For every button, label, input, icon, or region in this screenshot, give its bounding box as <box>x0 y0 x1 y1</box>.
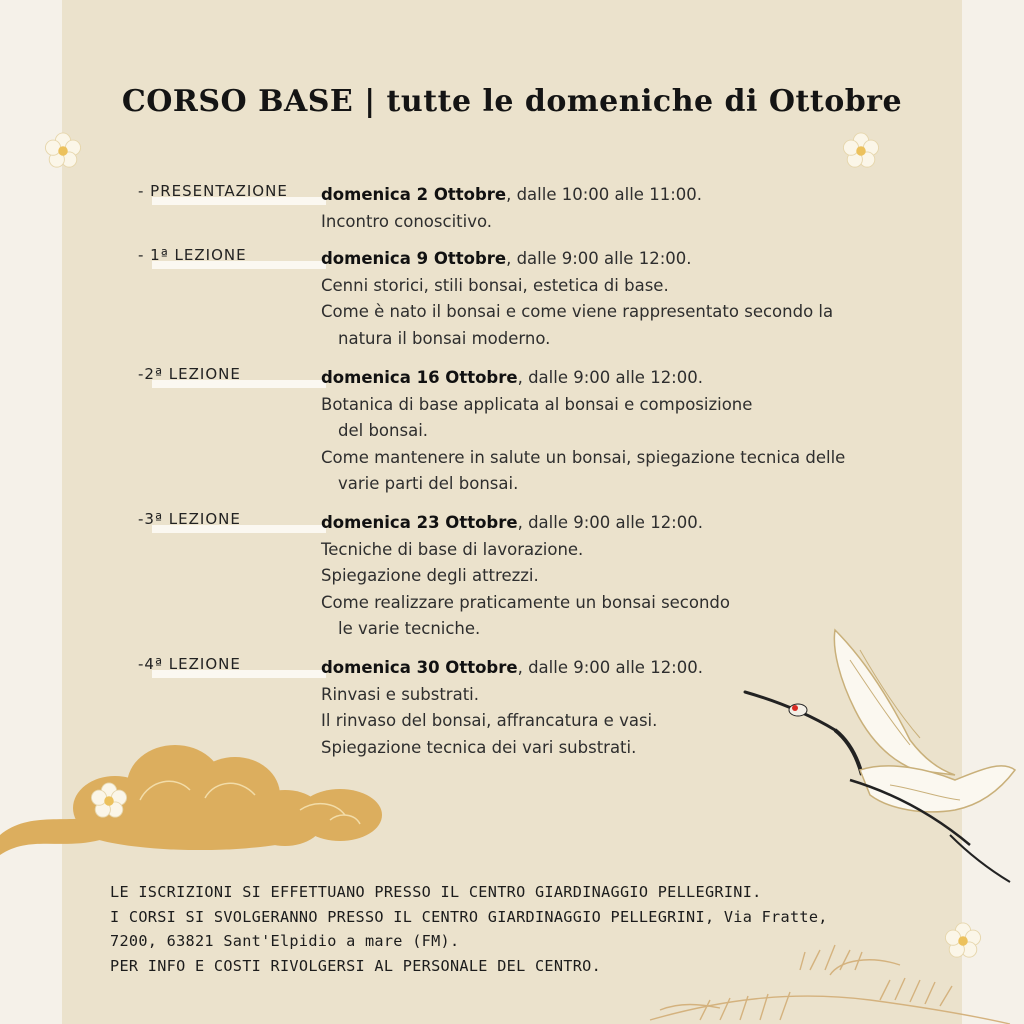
session-label: - PRESENTAZIONE <box>138 182 288 200</box>
session-date: domenica 16 Ottobre <box>321 368 518 387</box>
session-date: domenica 2 Ottobre <box>321 185 507 204</box>
plum-blossom-icon <box>90 782 128 820</box>
session-description: Tecniche di base di lavorazione. <box>321 539 584 559</box>
footer-line: 7200, 63821 Sant'Elpidio a mare (FM). <box>110 932 460 950</box>
session-description: Spiegazione degli attrezzi. <box>321 566 539 585</box>
session-description: Cenni storici, stili bonsai, estetica di base. <box>321 275 669 295</box>
footer-line: LE ISCRIZIONI SI EFFETTUANO PRESSO IL CENTRO GIARDINAGGIO PELLEGRINI. <box>110 883 762 901</box>
session-details <box>321 246 941 352</box>
session-time: , dalle 9:00 alle 12:00. <box>506 249 692 268</box>
session-label: -3ª LEZIONE <box>138 510 241 528</box>
plum-blossom-icon <box>842 132 880 170</box>
session-details <box>321 182 941 235</box>
session-label: -2ª LEZIONE <box>138 365 241 383</box>
session-description: Il rinvaso del bonsai, affrancatura e vasi. <box>321 711 658 730</box>
session-time: , dalle 9:00 alle 12:00. <box>517 513 703 532</box>
session-time: , dalle 10:00 alle 11:00. <box>506 185 702 204</box>
footer-line: PER INFO E COSTI RIVOLGERSI AL PERSONALE DEL CENTRO. <box>110 956 602 975</box>
session-details <box>321 365 941 498</box>
session-description: natura il bonsai moderno. <box>338 328 551 348</box>
footer-info <box>110 880 828 978</box>
session-description: varie parti del bonsai. <box>338 474 519 493</box>
session-time: , dalle 9:00 alle 12:00. <box>517 658 703 677</box>
session-description: Botanica di base applicata al bonsai e composizione <box>321 394 753 414</box>
session-description: Rinvasi e substrati. <box>321 684 479 704</box>
session-description: le varie tecniche. <box>338 619 481 638</box>
session-description: Incontro conoscitivo. <box>321 211 493 231</box>
plum-blossom-icon <box>44 132 82 170</box>
session-description: del bonsai. <box>338 421 429 440</box>
session-description: Come realizzare praticamente un bonsai secondo <box>321 592 731 612</box>
page-title: CORSO BASE | tutte le domeniche di Ottobre <box>121 84 903 119</box>
session-date: domenica 9 Ottobre <box>321 249 507 268</box>
session-date: domenica 30 Ottobre <box>321 658 518 677</box>
session-date: domenica 23 Ottobre <box>321 513 518 532</box>
session-description: Spiegazione tecnica dei vari substrati. <box>321 737 637 757</box>
cloud-illustration <box>0 740 390 870</box>
session-label: - 1ª LEZIONE <box>138 246 247 264</box>
session-description: Come mantenere in salute un bonsai, spiegazione tecnica delle <box>321 447 846 467</box>
session-label: -4ª LEZIONE <box>138 655 241 673</box>
footer-line: I CORSI SI SVOLGERANNO PRESSO IL CENTRO GIARDINAGGIO PELLEGRINI, Via Fratte, <box>110 907 828 926</box>
session-description: Come è nato il bonsai e come viene rappresentato secondo la <box>321 302 834 321</box>
session-time: , dalle 9:00 alle 12:00. <box>517 368 703 387</box>
crane-illustration <box>740 620 1020 890</box>
